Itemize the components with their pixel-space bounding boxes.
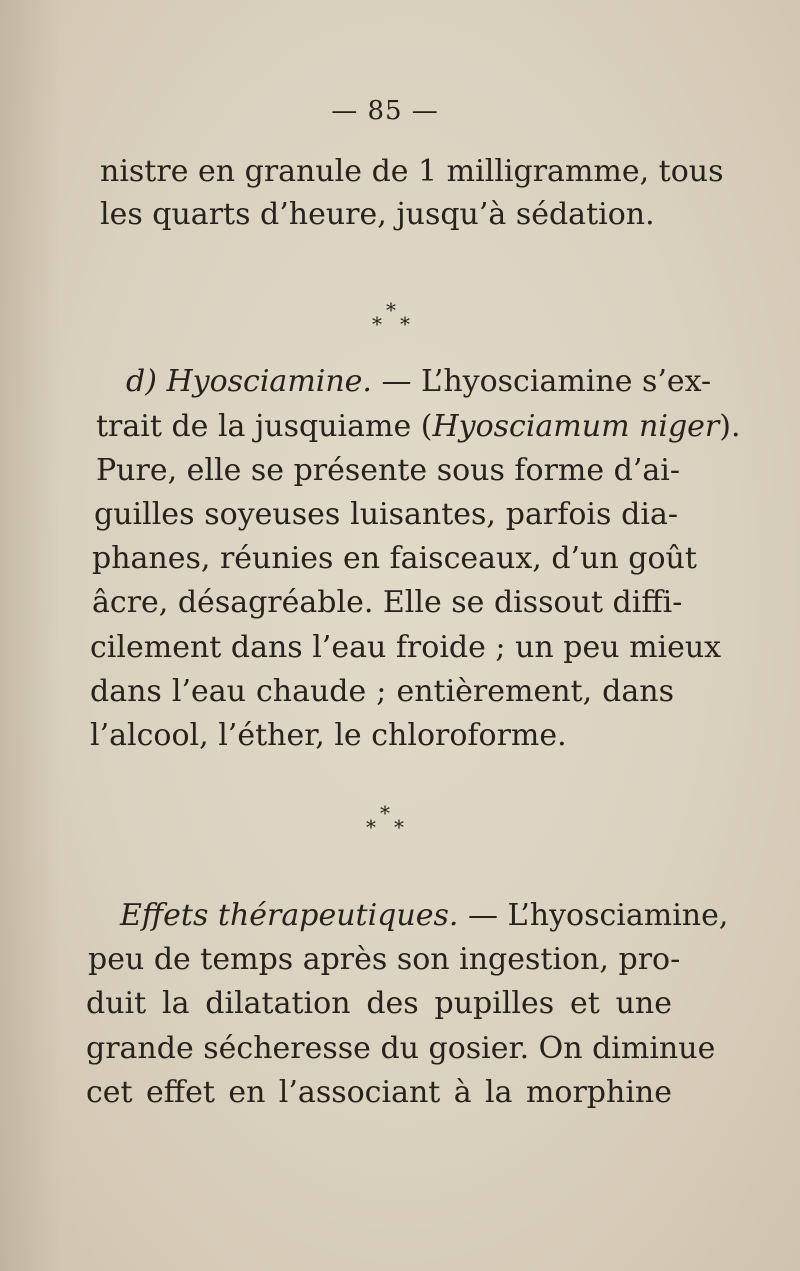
text-span: ). [719,409,741,444]
section-lead-text: — L’hyosciamine s’ex- [371,364,712,399]
asterism-star: * [400,312,410,336]
asterism-star: * [386,298,396,322]
text-line: nistre en granule de 1 milligramme, tous [100,154,724,189]
section-heading-line [120,896,729,936]
asterism-star: * [380,801,390,825]
text-line: l’alcool, l’éther, le chloroforme. [90,718,567,753]
asterism [364,300,424,334]
text-line: guilles soyeuses luisantes, parfois dia- [94,497,678,532]
page-number: — 85 — [331,96,439,126]
text-line: peu de temps après son ingestion, pro- [88,942,681,977]
asterism-star: * [366,815,376,839]
asterism-star: * [394,815,404,839]
text-span: trait de la jusquiame ( [96,409,433,444]
text-line: Pure, elle se présente sous forme d’ai- [96,453,681,488]
text-line: duit la dilatation des pupilles et une [86,986,672,1021]
text-line: grande sécheresse du gosier. On diminue [86,1031,716,1066]
section-title: Effets thérapeutiques. [120,898,459,933]
text-line: cet effet en l’associant à la morphine [86,1075,672,1110]
section-label: d) [126,364,157,399]
text-line: dans l’eau chaude ; entièrement, dans [90,674,674,709]
asterism-star: * [372,312,382,336]
text-line: âcre, désagréable. Elle se dissout diffi- [92,585,683,620]
text-line [96,407,741,447]
section-heading-line [126,362,712,402]
section-title: Hyosciamine. [166,364,372,399]
text-line: cilement dans l’eau froide ; un peu mieux [90,630,722,665]
species-name: Hyosciamum niger [432,409,720,444]
asterism [358,803,418,837]
text-line: phanes, réunies en faisceaux, d’un goût [92,541,697,576]
text-line: les quarts d’heure, jusqu’à sédation. [100,197,655,232]
section-lead-text: — L’hyosciamine, [458,898,729,933]
